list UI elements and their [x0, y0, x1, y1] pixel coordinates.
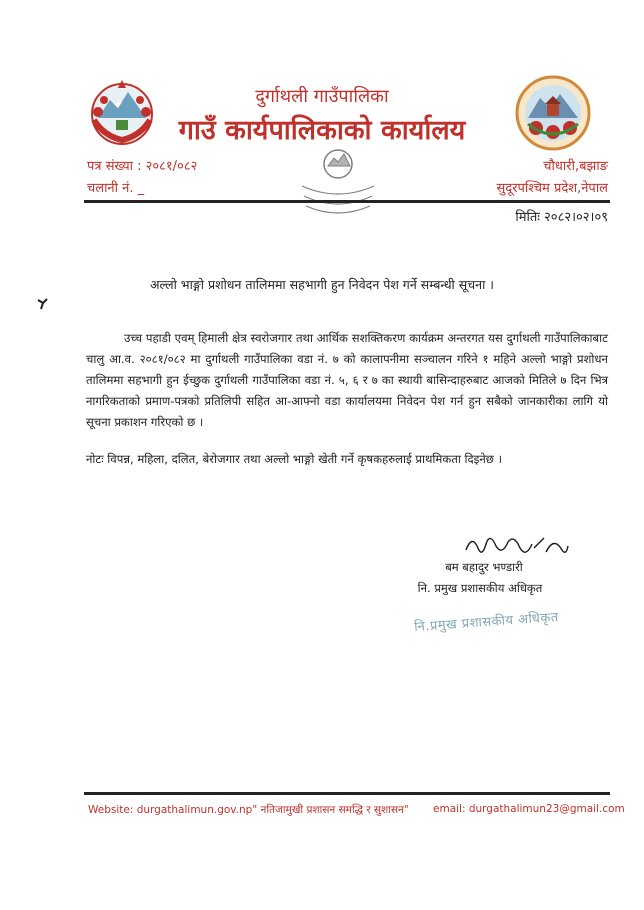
office-title: गाउँ कार्यपालिकाको कार्यालय	[178, 115, 466, 146]
scan-mark-icon	[36, 297, 50, 311]
notice-subject: अल्लो भाङ्गो प्रशोधन तालिममा सहभागी हुन निवेदन पेश गर्ने सम्बन्धी सूचना ।	[149, 277, 495, 292]
office-seal-icon	[296, 142, 380, 220]
reference-number: पत्र संख्या : २०८१/०८२	[87, 159, 198, 174]
notice-note: नोटः विपन्न, महिला, दलित, बेरोजगार तथा अल्लो भाङ्गो खेती गर्ने कृषकहरुलाई प्राथमिकता दिइनेछ ।	[86, 452, 502, 466]
header-divider	[84, 200, 610, 203]
notice-body: उच्च पहाडी एवम् हिमाली क्षेत्र स्वरोजगार तथा आर्थिक सशक्तिकरण कार्यक्रम अन्तरगत यस दुर्गाथली गाउँपालिकाबाट चालु आ.व. २०८१/०८२ मा दुर्गाथली गाउँपालिका वडा नं. ७ को कालापनीमा सञ्चालन गरिने १ महिने अल्लो भाङ्गो प्रशोधन तालिममा सहभागी हुन ईच्छुक दुर्गाथली गाउँपालिका वडा नं. ५, ६ र ७ का स्थायी बासिन्दाहरुबाट आजको मितिले ७ दिन भित्र नागरिकताको प्रमाण-पत्रको प्रतिलिपी सहित आ-आफ्नो वडा कार्यालयमा निवेदन पेश गर्न हुन सबैको जानकारीका लागि यो सूचना प्रकाशन गरिएको छ ।	[86, 331, 608, 429]
signature-icon	[462, 528, 572, 562]
address-line-2: सुदूरपश्चिम प्रदेश,नेपाल	[496, 181, 608, 196]
official-stamp: नि.प्रमुख प्रशासकीय अधिकृत	[413, 609, 560, 636]
signatory-title: नि. प्रमुख प्रशासकीय अधिकृत	[417, 581, 543, 595]
signatory-name: बम बहादुर भण्डारी	[445, 560, 523, 574]
email-link[interactable]: email: durgathalimun23@gmail.com	[433, 803, 625, 815]
office-name: दुर्गाथली गाउँपालिका	[255, 86, 389, 107]
website-link[interactable]: Website: durgathalimun.gov.np" नतिजामुखी प्रशासन समद्धि र सुशासन"	[88, 804, 409, 816]
address-line-1: चौधारी,बझाङ	[543, 159, 608, 174]
date: मितिः २०८२।०२।०९	[515, 210, 608, 225]
footer-divider	[84, 792, 610, 795]
dispatch-number: चलानी नं. _	[87, 181, 145, 196]
